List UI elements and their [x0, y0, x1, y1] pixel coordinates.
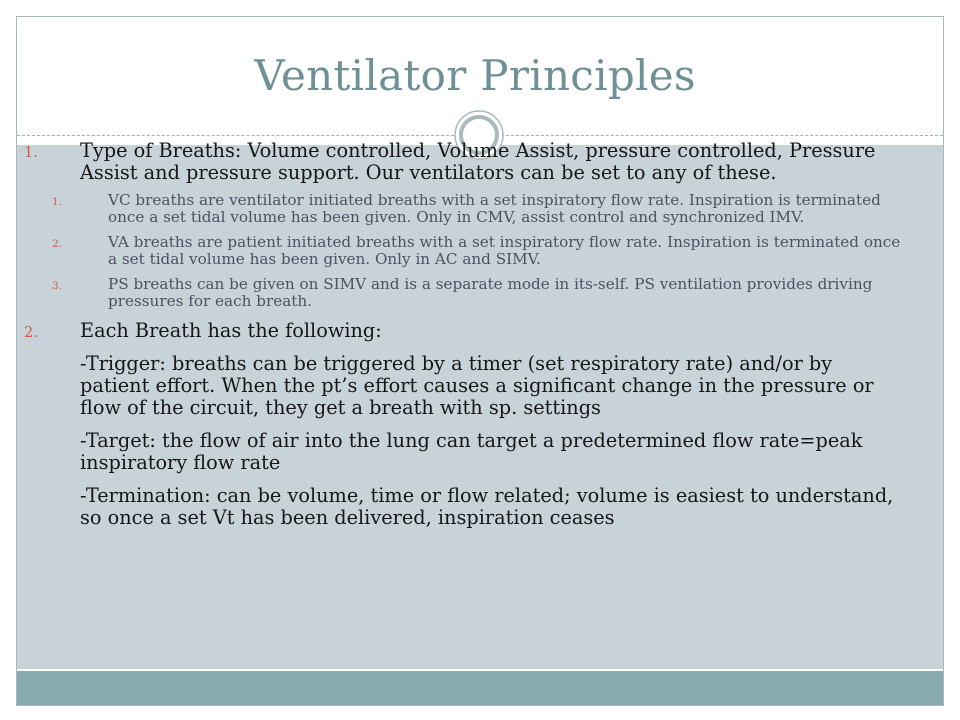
sublist-item-1: [24, 192, 904, 226]
paragraph-termination: -Termination: can be volume, time or flow related; volume is easiest to understand, so once a set Vt has been delivered, inspiration ceases: [80, 484, 894, 529]
sublist-item-text: VC breaths are ventilator initiated breaths with a set inspiratory flow rate. Inspiration is terminated once a set tidal volume has been given. Only in CMV, assist control and synchronized IMV.: [108, 191, 881, 226]
sublist-item-3: [24, 276, 904, 310]
sublist-item-2: [24, 234, 904, 268]
list-number: 2.: [24, 325, 38, 341]
sublist-number: 2.: [52, 238, 63, 250]
sublist-item-text: PS breaths can be given on SIMV and is a separate mode in its-self. PS ventilation provides driving pressures for each breath.: [108, 275, 873, 310]
footer-band: [17, 671, 943, 705]
paragraph-trigger: -Trigger: breaths can be triggered by a timer (set respiratory rate) and/or by patient effort. When the pt’s effort causes a significant change in the pressure or flow of the circuit, they get a breath with sp. settings: [80, 352, 874, 419]
list-item-1: [24, 140, 904, 184]
slide-content: [24, 140, 904, 529]
paragraph-target: -Target: the flow of air into the lung can target a predetermined flow rate=peak inspiratory flow rate: [80, 429, 863, 474]
list-item-2: [24, 320, 904, 342]
sublist-item-text: VA breaths are patient initiated breaths with a set inspiratory flow rate. Inspiration is terminated once a set tidal volume has been given. Only in AC and SIMV.: [108, 233, 901, 268]
list-number: 1.: [24, 145, 38, 161]
slide-title: Ventilator Principles: [254, 51, 696, 100]
sublist-number: 3.: [52, 280, 63, 292]
sublist-number: 1.: [52, 196, 63, 208]
list-item-text: Type of Breaths: Volume controlled, Volume Assist, pressure controlled, Pressure Assist and pressure support. Our ventilators can be set to any of these.: [80, 139, 876, 184]
list-item-text: Each Breath has the following:: [80, 319, 382, 342]
